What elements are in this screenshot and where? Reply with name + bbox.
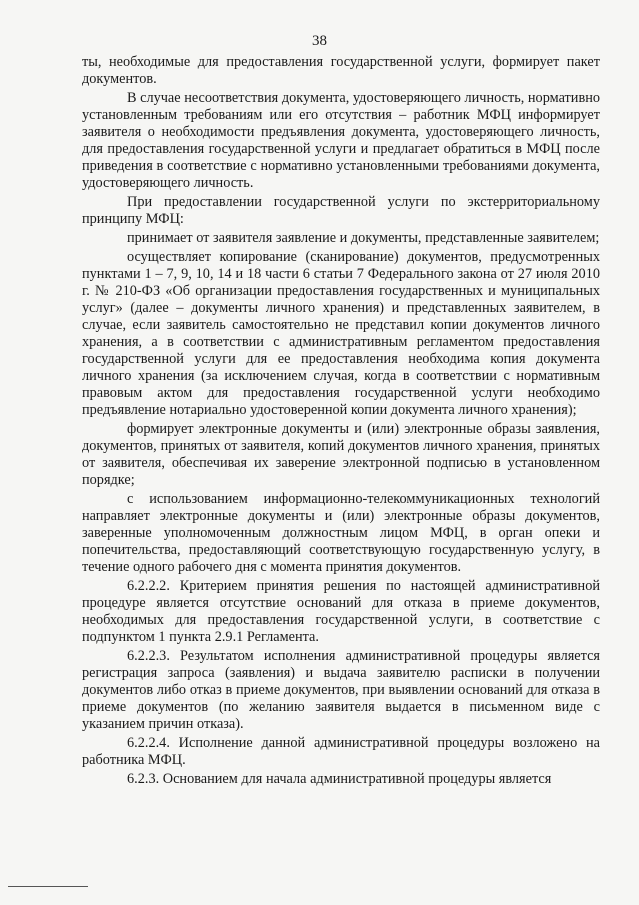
paragraph-2: В случае несоответствия документа, удостоверяющего личность, нормативно установленным требованиям или его отсутствия – работник МФЦ информирует заявителя о необходимости предъявления документа, удостоверяющего личность, для предоставления государственной услуги и предлагает обратиться в МФЦ после приведения в соответствие с нормативно установленными требованиями документа, удостоверяющего личность.: [82, 90, 600, 191]
paragraph-7: с использованием информационно-телекоммуникационных технологий направляет электронные документы и (или) электронные образы документов, заверенные уполномоченным должностным лицом МФЦ, в орган опеки и попечительства, предоставляющий соответствующую государственную услугу, в течение одного рабочего дня с момента принятия документов.: [82, 491, 600, 575]
paragraph-8: 6.2.2.2. Критерием принятия решения по настоящей административной процедуре является отсутствие оснований для отказа в приеме документов, необходимых для предоставления государственной услуги, в соответствие с подпунктом 1 пункта 2.9.1 Регламента.: [82, 578, 600, 645]
paragraph-3: При предоставлении государственной услуги по экстерриториальному принципу МФЦ:: [82, 194, 600, 227]
paragraph-10: 6.2.2.4. Исполнение данной административной процедуры возложено на работника МФЦ.: [82, 735, 600, 768]
paragraph-6: формирует электронные документы и (или) электронные образы заявления, документов, принятых от заявителя, копий документов личного хранения, принятых от заявителя, обеспечивая их заверение электронной подписью в установленном порядке;: [82, 421, 600, 488]
page-number: 38: [312, 33, 327, 49]
paragraph-9: 6.2.2.3. Результатом исполнения административной процедуры является регистрация запроса (заявления) и выдача заявителю расписки в получении документов либо отказ в приеме документов, при выявлении оснований для отказа в приеме документов (по желанию заявителя выдается в письменном виде с указанием причин отказа).: [82, 648, 600, 732]
document-body: [82, 54, 600, 790]
paragraph-11: 6.2.3. Основанием для начала административной процедуры является: [127, 771, 552, 787]
paragraph-4: принимает от заявителя заявление и документы, представленные заявителем;: [127, 230, 600, 246]
paragraph-1: ты, необходимые для предоставления государственной услуги, формирует пакет документов.: [82, 54, 600, 87]
paragraph-5: осуществляет копирование (сканирование) документов, предусмотренных пунктами 1 – 7, 9, 10, 14 и 18 части 6 статьи 7 Федерального закона от 27 июля 2010 г. № 210-ФЗ «Об организации предоставления государственных и муниципальных услуг» (далее – документы личного хранения) и представленных заявителем, в случае, если заявитель самостоятельно не представил копии документов личного хранения, а в соответствии с административным регламентом предоставления государственной услуги для ее предоставления необходима копия документа личного хранения (за исключением случая, когда в соответствии с нормативным правовым актом для предоставления государственной услуги необходимо предъявление нотариально удостоверенной копии документа личного хранения);: [82, 249, 600, 418]
footer-divider: [8, 886, 88, 887]
